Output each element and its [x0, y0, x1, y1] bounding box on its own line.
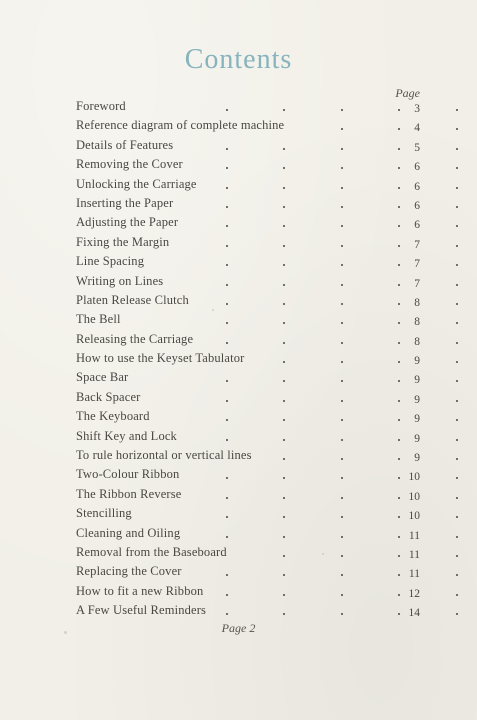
toc-entry — [76, 116, 420, 135]
leader-dot — [283, 555, 285, 557]
toc-leader-dots — [226, 427, 390, 446]
leader-dot — [456, 400, 458, 402]
toc-leader-dots — [226, 524, 390, 543]
leader-dot — [226, 148, 228, 150]
toc-entry-page-number: 9 — [414, 413, 420, 426]
leader-dot — [456, 109, 458, 111]
toc-leader-dots — [226, 116, 390, 135]
leader-dot — [283, 477, 285, 479]
toc-entry — [76, 543, 420, 562]
leader-dot — [341, 225, 343, 227]
leader-dot — [341, 536, 343, 538]
toc-entry — [76, 310, 420, 329]
toc-entry-page-number: 11 — [408, 529, 420, 542]
toc-entry-page-number: 6 — [414, 180, 420, 193]
toc-entry-label: A Few Useful Reminders — [76, 603, 207, 618]
leader-dot — [341, 264, 343, 266]
leader-dot — [283, 419, 285, 421]
leader-dot — [226, 264, 228, 266]
toc-entry-page-number: 6 — [414, 199, 420, 212]
leader-dot — [283, 536, 285, 538]
leader-dot — [283, 245, 285, 247]
toc-entry-page-number: 10 — [408, 490, 420, 503]
toc-leader-dots — [226, 562, 390, 581]
leader-dot — [283, 400, 285, 402]
leader-dot — [341, 361, 343, 363]
leader-dot — [341, 284, 343, 286]
toc-entry-page-number: 10 — [408, 510, 420, 523]
leader-dot — [283, 187, 285, 189]
toc-leader-dots — [226, 155, 390, 174]
leader-dot — [341, 594, 343, 596]
leader-dot — [226, 380, 228, 382]
toc-entry-page-number: 5 — [414, 141, 420, 154]
toc-entry — [76, 175, 420, 194]
leader-dot — [456, 245, 458, 247]
leader-dot — [226, 225, 228, 227]
leader-dot — [341, 206, 343, 208]
toc-entry-page-number: 8 — [414, 316, 420, 329]
leader-dot — [341, 419, 343, 421]
leader-dot — [456, 128, 458, 130]
toc-leader-dots — [226, 582, 390, 601]
toc-entry — [76, 252, 420, 271]
leader-dot — [283, 458, 285, 460]
toc-entry-label: Back Spacer — [76, 389, 141, 404]
leader-dot — [341, 322, 343, 324]
leader-dot — [341, 167, 343, 169]
toc-entry-page-number: 8 — [414, 335, 420, 348]
toc-entry — [76, 446, 420, 465]
toc-leader-dots — [226, 543, 390, 562]
toc-entry — [76, 330, 420, 349]
leader-dot — [456, 167, 458, 169]
leader-dot — [226, 109, 228, 111]
leader-dot — [226, 594, 228, 596]
toc-entry-page-number: 6 — [414, 161, 420, 174]
toc-leader-dots — [226, 175, 390, 194]
toc-entry-page-number: 9 — [414, 452, 420, 465]
toc-leader-dots — [226, 330, 390, 349]
toc-entry — [76, 194, 420, 213]
toc-entry-label: Unlocking the Carriage — [76, 176, 197, 191]
leader-dot — [341, 128, 343, 130]
toc-entry — [76, 213, 420, 232]
leader-dot — [226, 245, 228, 247]
leader-dot — [226, 342, 228, 344]
leader-dot — [341, 613, 343, 615]
toc-entry — [76, 524, 420, 543]
toc-entry — [76, 407, 420, 426]
leader-dot — [283, 361, 285, 363]
toc-entry — [76, 388, 420, 407]
leader-dot — [226, 419, 228, 421]
toc-entry-page-number: 7 — [414, 277, 420, 290]
page-column-header: Page — [395, 86, 420, 100]
toc-entry-label: Releasing the Carriage — [76, 331, 194, 346]
toc-entry-page-number: 9 — [414, 374, 420, 387]
leader-dot — [283, 613, 285, 615]
toc-entry — [76, 427, 420, 446]
leader-dot — [226, 303, 228, 305]
toc-leader-dots — [226, 504, 390, 523]
leader-dot — [283, 109, 285, 111]
toc-entry-label: Stencilling — [76, 506, 132, 521]
leader-dot — [341, 380, 343, 382]
leader-dot — [341, 400, 343, 402]
leader-dot — [341, 458, 343, 460]
toc-entry-label: Reference diagram of complete machine — [76, 118, 285, 133]
toc-entry-label: Removing the Cover — [76, 157, 183, 172]
toc-leader-dots — [226, 349, 390, 368]
leader-dot — [283, 439, 285, 441]
toc-entry — [76, 233, 420, 252]
toc-entry — [76, 155, 420, 174]
toc-entry-label: Replacing the Cover — [76, 564, 182, 579]
toc-entry — [76, 504, 420, 523]
toc-leader-dots — [226, 233, 390, 252]
leader-dot — [456, 342, 458, 344]
toc-entry-label: To rule horizontal or vertical lines — [76, 448, 252, 463]
leader-dot — [283, 284, 285, 286]
leader-dot — [341, 342, 343, 344]
toc-leader-dots — [226, 310, 390, 329]
toc-leader-dots — [226, 388, 390, 407]
toc-entry-label: How to fit a new Ribbon — [76, 583, 204, 598]
leader-dot — [456, 225, 458, 227]
leader-dot — [341, 303, 343, 305]
toc-entry — [76, 368, 420, 387]
leader-dot — [226, 167, 228, 169]
leader-dot — [341, 245, 343, 247]
toc-leader-dots — [226, 272, 390, 291]
leader-dot — [283, 206, 285, 208]
toc-entry-label: Cleaning and Oiling — [76, 525, 181, 540]
leader-dot — [283, 574, 285, 576]
leader-dot — [283, 264, 285, 266]
toc-leader-dots — [226, 291, 390, 310]
leader-dot — [456, 206, 458, 208]
leader-dot — [341, 187, 343, 189]
toc-entry — [76, 485, 420, 504]
leader-dot — [283, 167, 285, 169]
toc-leader-dots — [226, 97, 390, 116]
toc-entry-page-number: 9 — [414, 355, 420, 368]
toc-entry-label: Removal from the Baseboard — [76, 544, 227, 559]
leader-dot — [456, 361, 458, 363]
toc-entry-page-number: 14 — [408, 607, 420, 620]
toc-entry — [76, 272, 420, 291]
toc-entry-page-number: 9 — [414, 432, 420, 445]
toc-entry — [76, 291, 420, 310]
toc-leader-dots — [226, 465, 390, 484]
toc-entry-page-number: 11 — [408, 548, 420, 561]
toc-leader-dots — [226, 407, 390, 426]
leader-dot — [226, 497, 228, 499]
toc-entry-label: Writing on Lines — [76, 273, 164, 288]
leader-dot — [456, 613, 458, 615]
leader-dot — [456, 303, 458, 305]
toc-leader-dots — [226, 446, 390, 465]
toc-entry-page-number: 10 — [408, 471, 420, 484]
leader-dot — [283, 380, 285, 382]
toc-entry-label: Line Spacing — [76, 254, 145, 269]
page-title: Contents — [184, 44, 293, 75]
leader-dot — [456, 516, 458, 518]
leader-dot — [341, 555, 343, 557]
leader-dot — [226, 574, 228, 576]
paper-speck — [64, 631, 67, 634]
leader-dot — [226, 322, 228, 324]
leader-dot — [226, 536, 228, 538]
toc-entry — [76, 465, 420, 484]
leader-dot — [283, 497, 285, 499]
leader-dot — [456, 536, 458, 538]
leader-dot — [341, 439, 343, 441]
leader-dot — [226, 400, 228, 402]
leader-dot — [456, 187, 458, 189]
toc-leader-dots — [226, 213, 390, 232]
leader-dot — [341, 516, 343, 518]
toc-leader-dots — [226, 368, 390, 387]
toc-entry-page-number: 7 — [414, 258, 420, 271]
toc-entry-page-number: 6 — [414, 219, 420, 232]
leader-dot — [341, 497, 343, 499]
toc-leader-dots — [226, 252, 390, 271]
toc-entry-label: Space Bar — [76, 370, 129, 385]
leader-dot — [456, 264, 458, 266]
toc-entry-label: Platen Release Clutch — [76, 292, 189, 307]
toc-entry — [76, 562, 420, 581]
toc-entry-page-number: 3 — [414, 103, 420, 115]
leader-dot — [226, 206, 228, 208]
toc-entry-label: The Keyboard — [76, 409, 150, 424]
leader-dot — [456, 594, 458, 596]
toc-entry — [76, 582, 420, 601]
leader-dot — [283, 594, 285, 596]
toc-entry-page-number: 7 — [414, 238, 420, 251]
toc-entry-label: The Bell — [76, 312, 121, 327]
toc-entry-page-number: 9 — [414, 393, 420, 406]
leader-dot — [456, 458, 458, 460]
leader-dot — [456, 419, 458, 421]
toc-entry-label: Foreword — [76, 99, 126, 113]
leader-dot — [283, 225, 285, 227]
toc-leader-dots — [226, 136, 390, 155]
leader-dot — [283, 322, 285, 324]
leader-dot — [226, 284, 228, 286]
leader-dot — [226, 613, 228, 615]
leader-dot — [341, 574, 343, 576]
toc-entry — [76, 136, 420, 155]
leader-dot — [456, 555, 458, 557]
leader-dot — [456, 477, 458, 479]
toc-entry-label: How to use the Keyset Tabulator — [76, 351, 245, 366]
leader-dot — [456, 380, 458, 382]
toc-entry-page-number: 12 — [408, 587, 420, 600]
toc-entry-page-number: 8 — [414, 296, 420, 309]
leader-dot — [456, 574, 458, 576]
toc-entry-label: The Ribbon Reverse — [76, 486, 182, 501]
leader-dot — [456, 284, 458, 286]
leader-dot — [226, 477, 228, 479]
toc-entry — [76, 97, 420, 116]
leader-dot — [456, 439, 458, 441]
leader-dot — [226, 439, 228, 441]
toc-entry-label: Shift Key and Lock — [76, 428, 177, 443]
toc-entry-page-number: 4 — [414, 122, 420, 135]
leader-dot — [341, 109, 343, 111]
leader-dot — [226, 187, 228, 189]
toc-leader-dots — [226, 485, 390, 504]
toc-entry — [76, 601, 420, 620]
toc-entry-label: Adjusting the Paper — [76, 215, 179, 230]
toc-entry-label: Fixing the Margin — [76, 234, 170, 249]
paper-speck — [212, 309, 214, 311]
toc-entry-label: Inserting the Paper — [76, 195, 174, 210]
leader-dot — [283, 148, 285, 150]
paper-speck — [322, 553, 324, 555]
toc-entry-page-number: 11 — [408, 568, 420, 581]
toc-entry-label: Two-Colour Ribbon — [76, 467, 180, 482]
leader-dot — [283, 342, 285, 344]
leader-dot — [341, 477, 343, 479]
leader-dot — [283, 303, 285, 305]
toc-leader-dots — [226, 194, 390, 213]
leader-dot — [283, 516, 285, 518]
table-of-contents — [76, 97, 420, 621]
leader-dot — [226, 516, 228, 518]
leader-dot — [341, 148, 343, 150]
page-number-footer: Page 2 — [221, 621, 256, 635]
toc-entry-label: Details of Features — [76, 137, 174, 152]
toc-leader-dots — [226, 601, 390, 620]
leader-dot — [456, 322, 458, 324]
toc-entry — [76, 349, 420, 368]
leader-dot — [456, 148, 458, 150]
leader-dot — [456, 497, 458, 499]
